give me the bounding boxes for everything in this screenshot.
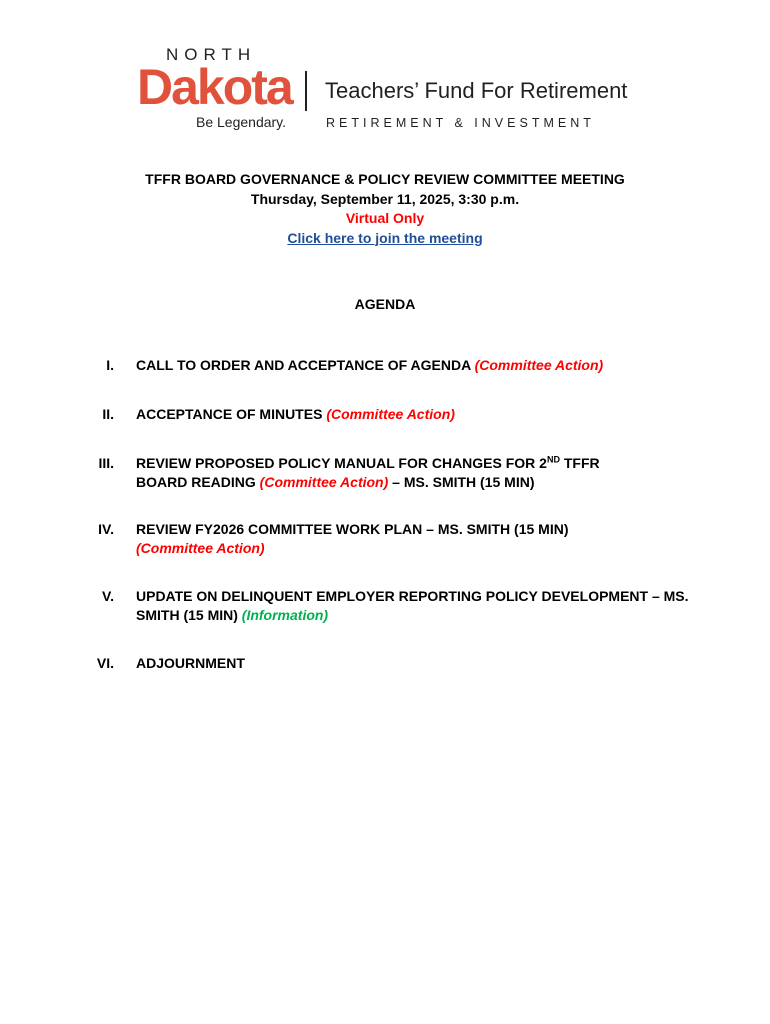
meeting-mode: Virtual Only [345,210,425,226]
agenda-item-number: VI. [96,655,114,671]
agenda-title: AGENDA [354,296,416,312]
committee-action-tag: (Committee Action) [474,357,604,373]
meeting-datetime: Thursday, September 11, 2025, 3:30 p.m. [250,190,520,207]
letterhead-logo [136,40,636,140]
logo-fund-name: Teachers’ Fund For Retirement [325,78,628,103]
agenda-item-number: III. [98,455,114,471]
agenda-item-label-cont: TFFR BOARD READING [136,455,600,490]
agenda-item-number: I. [106,357,114,373]
logo-tagline: Be Legendary. [196,114,287,130]
information-tag: (Information) [241,606,329,623]
logo-dakota-text: Dakota [137,59,292,115]
meeting-title: TFFR BOARD GOVERNANCE & POLICY REVIEW COMMITTEE MEETING [145,171,625,187]
agenda-item-text [136,654,696,673]
agenda-item-number: II. [102,406,114,422]
logo-sub-line: RETIREMENT & INVESTMENT [326,116,595,130]
agenda-item-text [136,356,696,375]
logo-divider [305,71,307,111]
agenda-item-number: IV. [98,521,114,537]
agenda-item-presenter: – MS. SMITH (15 MIN) [388,473,535,490]
agenda-item-label: UPDATE ON DELINQUENT EMPLOYER REPORTING POLICY DEVELOPMENT – MS. SMITH (15 MIN) [136,588,689,623]
meeting-heading [0,170,770,248]
agenda-item-label: ADJOURNMENT [136,655,245,671]
committee-action-tag: (Committee Action) [136,539,265,556]
agenda-item-label: CALL TO ORDER AND ACCEPTANCE OF AGENDA [136,357,471,373]
agenda-item-label: REVIEW FY2026 COMMITTEE WORK PLAN – MS. SMITH (15 MIN) [136,521,569,537]
ordinal-suffix: ND [546,454,560,465]
agenda-item-text [136,454,636,491]
agenda-item-number: V. [102,588,114,604]
agenda-item-label: REVIEW PROPOSED POLICY MANUAL FOR CHANGES FOR 2 [136,455,547,471]
agenda-item-text [136,405,696,424]
join-meeting-link[interactable]: Click here to join the meeting [287,229,483,246]
agenda-item-text [136,587,696,624]
agenda-item-label: ACCEPTANCE OF MINUTES [136,406,323,422]
logo-north-text: NORTH [166,45,257,64]
committee-action-tag: (Committee Action) [326,406,455,422]
committee-action-tag: (Committee Action) [259,473,389,490]
agenda-item-text [136,520,696,557]
